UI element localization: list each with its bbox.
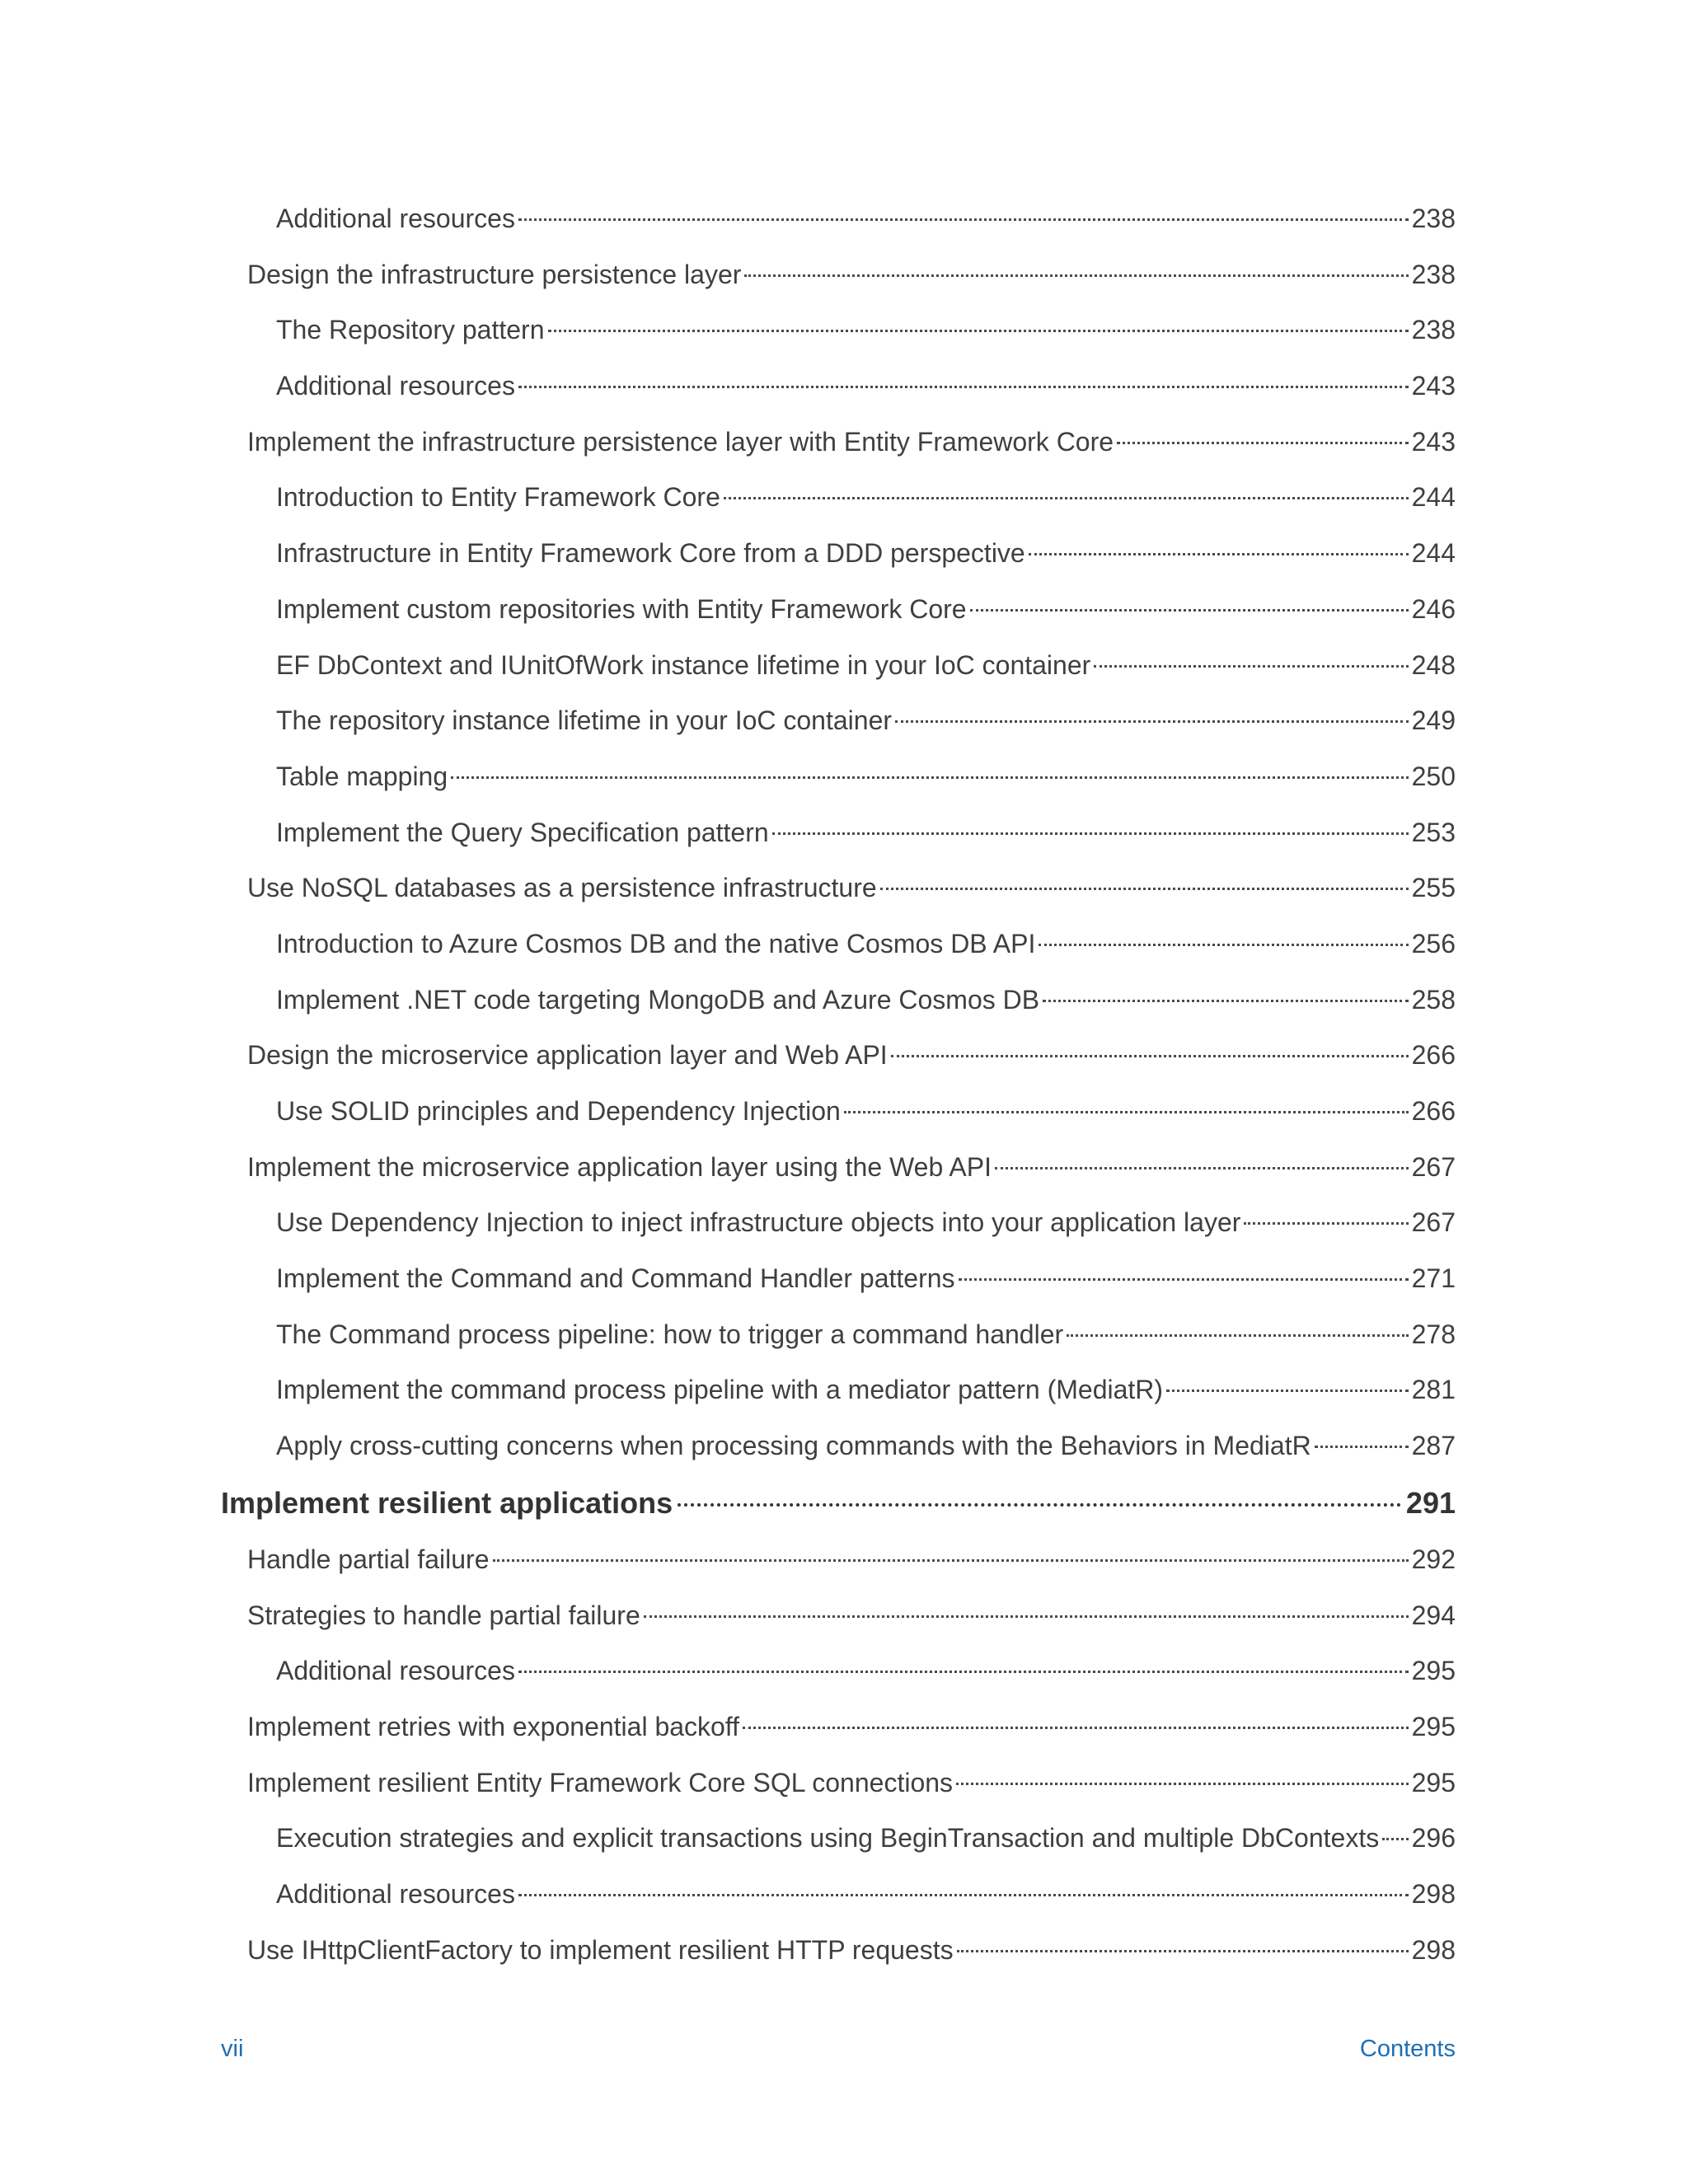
toc-entry-page-number: 266 bbox=[1411, 1040, 1456, 1071]
toc-entry[interactable] bbox=[221, 1755, 1456, 1811]
toc-entry-page-number: 281 bbox=[1411, 1375, 1456, 1405]
toc-entry-page-number: 238 bbox=[1411, 204, 1456, 233]
dot-leader bbox=[1039, 944, 1408, 946]
table-of-contents bbox=[221, 191, 1456, 1978]
footer-section-label: Contents bbox=[1359, 2036, 1456, 2062]
toc-entry-title: The Repository pattern bbox=[276, 315, 545, 345]
toc-entry-title: Use NoSQL databases as a persistence infrastructure bbox=[247, 873, 877, 903]
dot-leader bbox=[744, 274, 1408, 277]
toc-entry-title: Strategies to handle partial failure bbox=[247, 1600, 640, 1630]
toc-entry-title: Additional resources bbox=[276, 371, 515, 401]
toc-entry-page-number: 298 bbox=[1411, 1934, 1456, 1965]
toc-entry[interactable] bbox=[221, 805, 1456, 861]
toc-entry[interactable] bbox=[221, 1811, 1456, 1867]
toc-entry[interactable] bbox=[221, 1643, 1456, 1699]
toc-entry-title: Implement resilient Entity Framework Core SQL connections bbox=[247, 1767, 954, 1797]
dot-leader bbox=[1094, 665, 1408, 668]
dot-leader bbox=[1166, 1390, 1409, 1392]
dot-leader bbox=[1029, 553, 1409, 555]
toc-entry[interactable] bbox=[221, 916, 1456, 972]
toc-entry-page-number: 278 bbox=[1411, 1319, 1456, 1349]
toc-entry-page-number: 271 bbox=[1411, 1263, 1456, 1294]
toc-entry[interactable] bbox=[221, 638, 1456, 694]
toc-entry-page-number: 250 bbox=[1411, 761, 1456, 791]
toc-entry-title: Implement the microservice application layer using the Web API bbox=[247, 1151, 992, 1182]
toc-entry[interactable] bbox=[221, 191, 1456, 247]
toc-entry-page-number: 244 bbox=[1411, 538, 1456, 569]
toc-entry-page-number: 256 bbox=[1411, 928, 1456, 958]
dot-leader bbox=[957, 1950, 1409, 1952]
dot-leader bbox=[959, 1278, 1409, 1281]
toc-entry[interactable] bbox=[221, 972, 1456, 1029]
toc-entry[interactable] bbox=[221, 415, 1456, 471]
dot-leader bbox=[518, 1894, 1409, 1896]
dot-leader bbox=[1117, 442, 1409, 444]
toc-entry-title: Implement resilient applications bbox=[221, 1485, 673, 1520]
toc-entry-page-number: 238 bbox=[1411, 259, 1456, 289]
dot-leader bbox=[493, 1559, 1409, 1562]
dot-leader bbox=[1043, 1000, 1409, 1002]
toc-entry[interactable] bbox=[221, 302, 1456, 359]
toc-entry-page-number: 295 bbox=[1411, 1656, 1456, 1686]
dot-leader bbox=[518, 386, 1409, 388]
toc-entry-page-number: 296 bbox=[1411, 1823, 1456, 1854]
toc-entry-page-number: 238 bbox=[1411, 315, 1456, 345]
toc-entry-page-number: 244 bbox=[1411, 482, 1456, 513]
toc-entry-title: Design the microservice application layer and Web API bbox=[247, 1040, 888, 1071]
toc-entry-title: Infrastructure in Entity Framework Core from a DDD perspective bbox=[276, 538, 1025, 569]
toc-entry[interactable] bbox=[221, 1362, 1456, 1418]
toc-entry[interactable] bbox=[221, 1532, 1456, 1588]
toc-entry[interactable] bbox=[221, 749, 1456, 805]
toc-entry-page-number: 248 bbox=[1411, 649, 1456, 680]
toc-entry[interactable] bbox=[221, 693, 1456, 749]
toc-entry[interactable] bbox=[221, 860, 1456, 916]
toc-entry-page-number: 295 bbox=[1411, 1767, 1456, 1797]
footer-page-number: vii bbox=[221, 2036, 244, 2062]
toc-entry[interactable] bbox=[221, 1699, 1456, 1755]
toc-entry[interactable] bbox=[221, 470, 1456, 526]
toc-entry[interactable] bbox=[221, 1028, 1456, 1084]
toc-entry-title: Use IHttpClientFactory to implement resilient HTTP requests bbox=[247, 1934, 954, 1965]
page-footer bbox=[221, 2036, 1456, 2069]
toc-entry[interactable] bbox=[221, 1140, 1456, 1196]
toc-entry-title: Handle partial failure bbox=[247, 1544, 490, 1574]
dot-leader bbox=[772, 832, 1409, 835]
toc-chapter-entry[interactable] bbox=[221, 1474, 1456, 1532]
toc-entry-page-number: 291 bbox=[1405, 1485, 1456, 1520]
toc-entry-page-number: 266 bbox=[1411, 1096, 1456, 1126]
dot-leader bbox=[844, 1111, 1409, 1113]
toc-entry-title: Implement the command process pipeline with a mediator pattern (MediatR) bbox=[276, 1375, 1164, 1405]
dot-leader bbox=[518, 218, 1409, 221]
toc-entry-title: Introduction to Entity Framework Core bbox=[276, 482, 720, 513]
dot-leader bbox=[548, 330, 1409, 332]
toc-entry-page-number: 255 bbox=[1411, 873, 1456, 903]
toc-entry-title: Additional resources bbox=[276, 1656, 515, 1686]
toc-entry[interactable] bbox=[221, 582, 1456, 638]
toc-entry-title: Design the infrastructure persistence layer bbox=[247, 259, 742, 289]
dot-leader bbox=[1067, 1334, 1408, 1337]
toc-entry-page-number: 294 bbox=[1411, 1600, 1456, 1630]
toc-entry[interactable] bbox=[221, 1588, 1456, 1644]
toc-entry-page-number: 243 bbox=[1411, 426, 1456, 457]
toc-entry-title: Implement the Query Specification pattern bbox=[276, 817, 769, 847]
dot-leader bbox=[956, 1783, 1409, 1785]
dot-leader bbox=[891, 1055, 1409, 1057]
toc-entry-title: Implement the Command and Command Handler patterns bbox=[276, 1263, 955, 1294]
toc-entry[interactable] bbox=[221, 359, 1456, 415]
toc-entry-title: Use SOLID principles and Dependency Injection bbox=[276, 1096, 841, 1126]
toc-entry-title: Implement .NET code targeting MongoDB and Azure Cosmos DB bbox=[276, 984, 1040, 1015]
toc-entry-page-number: 267 bbox=[1411, 1151, 1456, 1182]
toc-entry-title: The Command process pipeline: how to trigger a command handler bbox=[276, 1319, 1064, 1349]
toc-entry-page-number: 258 bbox=[1411, 984, 1456, 1015]
toc-entry-title: EF DbContext and IUnitOfWork instance lifetime in your IoC container bbox=[276, 649, 1091, 680]
dot-leader bbox=[1244, 1222, 1408, 1225]
toc-entry-title: The repository instance lifetime in your IoC container bbox=[276, 705, 893, 736]
toc-entry-title: Implement custom repositories with Entity Framework Core bbox=[276, 593, 967, 624]
toc-entry-title: Implement retries with exponential backoff bbox=[247, 1711, 740, 1741]
toc-entry[interactable] bbox=[221, 1867, 1456, 1923]
dot-leader bbox=[724, 497, 1409, 499]
dot-leader bbox=[644, 1615, 1409, 1618]
toc-entry-page-number: 267 bbox=[1411, 1207, 1456, 1238]
toc-entry-title: Use Dependency Injection to inject infrastructure objects into your application layer bbox=[276, 1207, 1241, 1238]
toc-entry-title: Introduction to Azure Cosmos DB and the native Cosmos DB API bbox=[276, 928, 1036, 958]
toc-entry-title: Apply cross-cutting concerns when processing commands with the Behaviors in MediatR bbox=[276, 1431, 1311, 1461]
dot-leader bbox=[743, 1727, 1409, 1729]
toc-entry-page-number: 295 bbox=[1411, 1711, 1456, 1741]
toc-entry-page-number: 292 bbox=[1411, 1544, 1456, 1574]
dot-leader bbox=[678, 1503, 1401, 1507]
toc-entry[interactable] bbox=[221, 1307, 1456, 1363]
dot-leader bbox=[895, 720, 1409, 723]
toc-entry-title: Execution strategies and explicit transactions using BeginTransaction and multiple DbContexts bbox=[276, 1823, 1380, 1854]
dot-leader bbox=[970, 609, 1409, 612]
toc-entry-page-number: 253 bbox=[1411, 817, 1456, 847]
toc-entry-page-number: 287 bbox=[1411, 1431, 1456, 1461]
toc-entry-page-number: 243 bbox=[1411, 371, 1456, 401]
dot-leader bbox=[995, 1167, 1409, 1169]
dot-leader bbox=[451, 776, 1408, 779]
toc-entry[interactable] bbox=[221, 1418, 1456, 1474]
toc-entry[interactable] bbox=[221, 1923, 1456, 1979]
toc-entry[interactable] bbox=[221, 247, 1456, 303]
dot-leader bbox=[1315, 1446, 1409, 1448]
toc-entry-title: Table mapping bbox=[276, 761, 448, 791]
toc-entry[interactable] bbox=[221, 1251, 1456, 1307]
toc-entry-page-number: 246 bbox=[1411, 593, 1456, 624]
toc-entry-title: Implement the infrastructure persistence layer with Entity Framework Core bbox=[247, 426, 1114, 457]
toc-entry[interactable] bbox=[221, 1195, 1456, 1251]
dot-leader bbox=[1382, 1838, 1408, 1840]
toc-entry-page-number: 249 bbox=[1411, 705, 1456, 736]
toc-entry[interactable] bbox=[221, 526, 1456, 582]
dot-leader bbox=[518, 1671, 1409, 1673]
toc-entry[interactable] bbox=[221, 1084, 1456, 1140]
toc-entry-title: Additional resources bbox=[276, 204, 515, 233]
toc-entry-page-number: 298 bbox=[1411, 1878, 1456, 1909]
toc-entry-title: Additional resources bbox=[276, 1878, 515, 1909]
dot-leader bbox=[880, 888, 1409, 890]
